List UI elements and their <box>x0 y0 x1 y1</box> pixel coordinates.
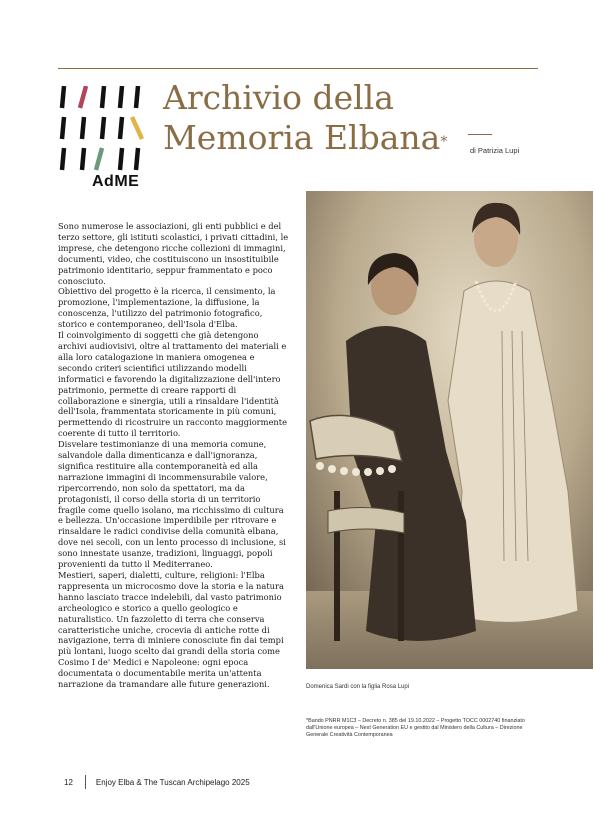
title-line-2: Memoria Elbana <box>163 118 441 157</box>
title-line-1: Archivio della <box>163 78 394 117</box>
logo-wordmark: AdME <box>92 173 140 190</box>
page-number: 12 <box>64 777 73 787</box>
title-footnote-mark: * <box>440 134 448 150</box>
photo-illustration <box>306 191 593 669</box>
page-footer <box>64 775 250 789</box>
historic-photo <box>306 191 593 669</box>
footnote: *Bando PNRR M1C3 – Decreto n. 385 del 19.10.2022 – Progetto TOCC 0002740 finanziato dall'Unione europea – Next Generation EU e gestito dal Ministero della Cultura – Direzione Generale Creatività Contemporanea <box>306 718 525 739</box>
photo-caption: Domenica Sardi con la figlia Rosa Lupi <box>306 684 410 690</box>
paragraph: Obiettivo del progetto è la ricerca, il censimento, la promozione, l'implementazione, la diffusione, la conoscenza, l'utilizzo del patrimonio fotografico, storico e contemporaneo, dell'Isola d'Elba. <box>58 286 276 330</box>
author-byline: di Patrizia Lupi <box>470 146 520 155</box>
title-dash <box>468 134 492 135</box>
paragraph: Sono numerose le associazioni, gli enti pubblici e del terzo settore, gli istituti scolastici, i privati cittadini, le imprese, che detengono ricche collezioni di immagini, documenti, video, che costituiscono un insostituibile patrimonio identitario, seppur frammentato e poco conosciuto. <box>58 221 289 286</box>
paragraph: Disvelare testimonianze di una memoria comune, salvandole dalla dimenticanza e dall'ignoranza, significa restituire alla contemporaneità ed alla narrazione immagini di incommensurabile valore, ripercorrendo, non solo da spettatori, ma da protagonisti, il corso della storia di un territorio fragile come quello isolano, ma ricchissimo di cultura e bellezza. Un'occasione imperdibile per ritrovare e rinsaldare le radici condivise della comunità elbana, dove nei secoli, con un lento processo di inclusione, si sono innestate usanze, tradizioni, linguaggi, popoli provenienti da tutto il Mediterraneo. <box>58 439 286 570</box>
publication-name: Enjoy Elba & The Tuscan Archipelago 2025 <box>95 777 250 787</box>
footer-divider <box>85 775 86 789</box>
page-title <box>163 78 463 158</box>
top-rule <box>58 68 538 69</box>
paragraph: Il coinvolgimento di soggetti che già detengono archivi audiovisivi, oltre al trattamento dei materiali e alla loro catalogazione in maniera omogenea e secondo criteri scientifici utilizzando modelli informatici e favorendo la digitalizzazione dell'intero patrimonio, permette di creare rapporti di collaborazione e sinergia, utili a rinsaldare l'identità dell'Isola, frammentata storicamente in più comuni, permettendo di ricostruire un racconto maggiormente coerente di tutto il territorio. <box>58 330 288 439</box>
paragraph: Mestieri, saperi, dialetti, culture, religioni: l'Elba rappresenta un microcosmo dove la storia e la natura hanno lasciato tracce indelebili, dal vasto patrimonio archeologico e storico a quello geologico e naturalistico. Un fazzoletto di terra che conserva caratteristiche uniche, crocevia di antiche rotte di navigazione, terra di miniere conosciute fin dai tempi più lontani, luogo scelto dai grandi della storia come Cosimo I de' Medici e Napoleone: ogni epoca documentata o documentabile merita un'attenta narrazione da tramandare alle future generazioni. <box>58 570 284 690</box>
article-body <box>58 221 290 690</box>
